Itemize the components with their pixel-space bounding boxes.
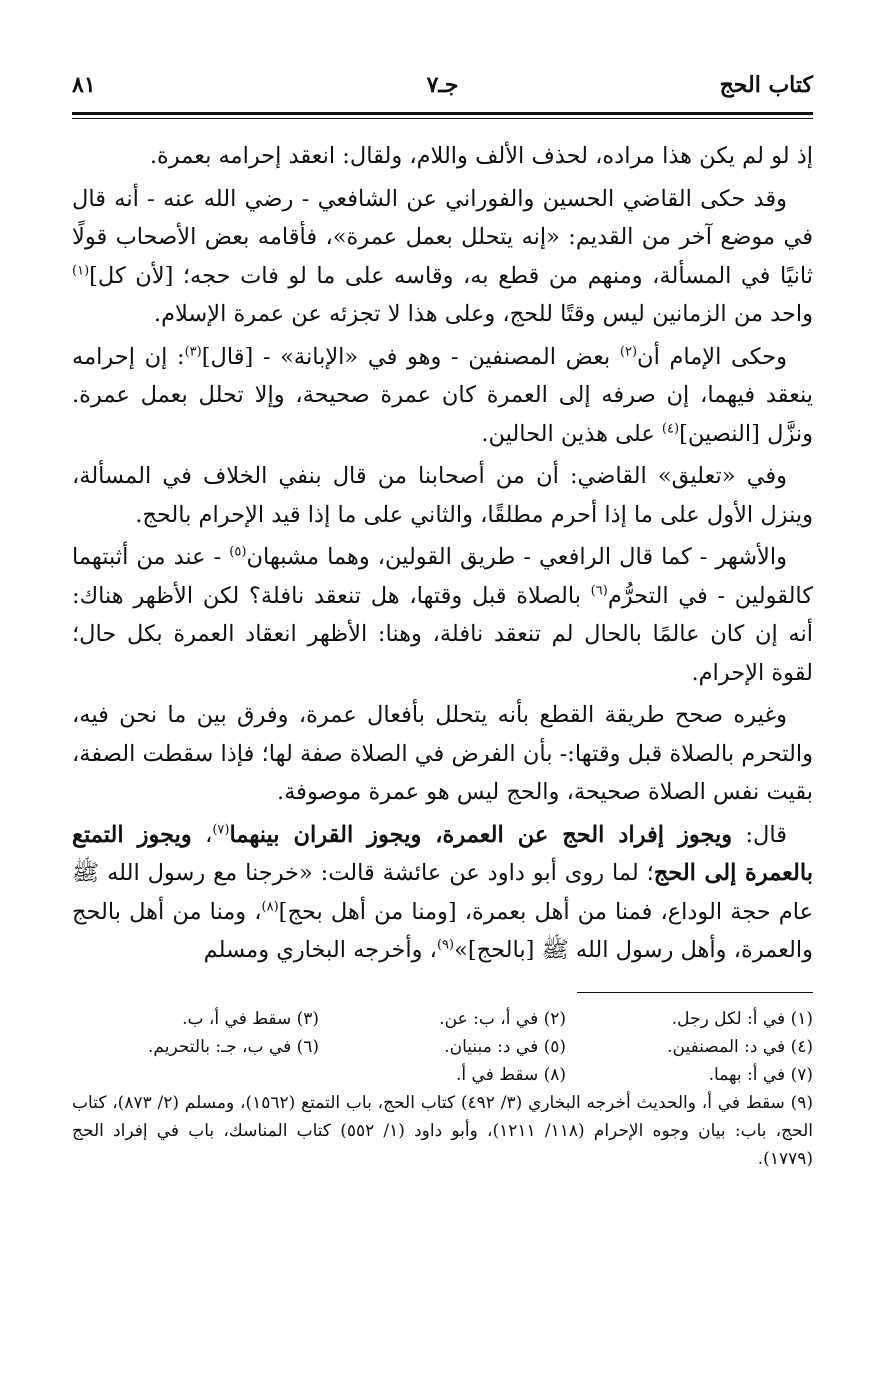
footnote-ref-8[interactable]: (٨): [261, 899, 279, 914]
page-header: [72, 62, 813, 108]
footnote-row-3: [72, 1061, 813, 1089]
footnote-4: (٤) في د: المصنفين.: [667, 1036, 813, 1057]
header-rule-thick: [72, 112, 813, 115]
footnote-7: (٧) في أ: بهما.: [708, 1064, 813, 1085]
footnote-ref-4[interactable]: (٤): [661, 421, 680, 436]
footnote-ref-5[interactable]: (٥): [229, 544, 247, 560]
paragraph-7-text-c: ، وأخرجه البخاري ومسلم: [203, 937, 437, 963]
paragraph-2: [72, 180, 813, 334]
paragraph-3-text-b: بعض المصنفين - وهو في «الإبانة» - [قال]: [201, 343, 620, 370]
footnote-ref-6[interactable]: (٦): [590, 583, 608, 598]
paragraph-4: [72, 457, 813, 534]
matn-text-1: ويجوز إفراد الحج عن العمرة، ويجوز القران بينهما: [229, 821, 733, 848]
paragraph-7-text-b: ، ومنا من أهل بالحج والعمرة، وأهل رسول الله ﷺ [بالحج]»: [72, 898, 813, 963]
footnote-2: (٢) في أ، ب: عن.: [439, 1008, 567, 1029]
footnote-ref-7[interactable]: (٧): [212, 822, 230, 837]
footnote-9: (٩) سقط في أ، والحديث أخرجه البخاري (٣/ ٤٩٢) كتاب الحج، باب التمتع (١٥٦٢)، ومسلم (٢/ ٨٧٣)، كتاب الحج، باب: بيان وجوه الإحرام (١١٨/ ١٢١١)، وأبو داود (١/ ٥٥٢) كتاب المناسك، باب في إفراد الحج (١٧٧٩).: [72, 1092, 813, 1169]
paragraph-3-text-a: وحكى الإمام أن: [637, 343, 787, 370]
paragraph-7: [72, 816, 813, 970]
matn-text-2: ويجوز التمتع بالعمرة إلى الحج: [72, 821, 813, 886]
page-number: ٨١: [72, 72, 96, 98]
paragraph-3-text-c: : إن إحرامه ينعقد فيهما، إن صرفه إلى العمرة كان عمرة صحيحة، وإلا تحلل بعمل عمرة. ونزَّل [النصين]: [72, 343, 813, 447]
paragraph-5-text-c: بالصلاة قبل وقتها، هل تنعقد نافلة؟ لكن الأظهر هناك: أنه إن كان عالمًا بالحال لم تنعقد نافلة، وهنا: الأظهر انعقاد العمرة بكل حال؛ لقوة الإحرام.: [72, 582, 813, 686]
footnote-ref-3[interactable]: (٣): [184, 344, 202, 359]
paragraph-7-separator: ،: [191, 821, 213, 848]
paragraph-4-text: وفي «تعليق» القاضي: أن من أصحابنا من قال بنفي الخلاف في المسألة، وينزل الأول على ما إذا أحرم مطلقًا، والثاني على ما إذا قيد الإحرام بالحج.: [72, 463, 813, 528]
main-text: [72, 137, 813, 970]
footnote-8: (٨) سقط في أ.: [456, 1064, 567, 1085]
footnote-divider: [577, 992, 813, 993]
footnote-row-1: [72, 1005, 813, 1033]
footnote-6: (٦) في ب، جـ: بالتحريم.: [148, 1036, 320, 1057]
paragraph-3-text-d: على هذين الحالين.: [481, 420, 662, 447]
paragraph-1-text: إذ لو لم يكن هذا مراده، لحذف الألف واللام، ولقال: انعقد إحرامه بعمرة.: [149, 143, 813, 169]
volume-label: جـ٧: [426, 72, 459, 98]
running-title: كتاب الحج: [719, 72, 813, 98]
footnote-row-2: [72, 1033, 813, 1061]
paragraph-6: [72, 696, 813, 812]
footnote-row-3-empty: [72, 1061, 319, 1089]
footnotes: [72, 1005, 813, 1173]
footnote-1: (١) في أ: لكل رجل.: [671, 1008, 813, 1029]
paragraph-3: [72, 338, 813, 454]
paragraph-6-text: وغيره صحح طريقة القطع بأنه يتحلل بأفعال عمرة، وفرق بين ما نحن فيه، والتحرم بالصلاة قبل وقتها:- بأن الفرض في الصلاة صفة لها؛ فإذا سقطت الصفة، بقيت نفس الصلاة صحيحة، والحج ليس هو عمرة موصوفة.: [72, 702, 813, 805]
paragraph-5: [72, 538, 813, 692]
paragraph-7-intro: قال:: [732, 821, 787, 848]
paragraph-5-text-a: والأشهر - كما قال الرافعي - طريق القولين، وهما مشبهان: [246, 544, 787, 570]
header-rule-thin: [72, 118, 813, 119]
paragraph-2-text-a: وقد حكى القاضي الحسين والفوراني عن الشافعي - رضي الله عنه - أنه قال في موضع آخر من القديم: «إنه يتحلل بعمل عمرة»، فأقامه بعض الأصحاب قولًا ثانيًا في المسألة، ومنهم من قطع به، وقاسه على ما لو فات حجه؛ [لأن كل]: [72, 185, 813, 289]
paragraph-7-text-a: ؛ لما روى أبو داود عن عائشة قالت: «خرجنا مع رسول الله ﷺ عام حجة الوداع، فمنا من أهل بعمرة، [ومنا من أهل بحج]: [72, 860, 814, 925]
footnote-3: (٣) سقط في أ، ب.: [182, 1008, 320, 1029]
footnote-ref-9[interactable]: (٩): [436, 937, 455, 953]
footnote-5: (٥) في د: مبنيان.: [444, 1036, 567, 1057]
footnote-ref-1[interactable]: (١): [72, 263, 90, 278]
footnote-ref-2[interactable]: (٢): [619, 344, 638, 359]
paragraph-2-text-b: واحد من الزمانين ليس وقتًا للحج، وعلى هذا لا تجزئه عن عمرة الإسلام.: [153, 301, 813, 327]
paragraph-1: [72, 137, 813, 176]
paragraph-5-text-b: - عند من أثبتهما كالقولين - في التحرُّم: [72, 544, 813, 609]
